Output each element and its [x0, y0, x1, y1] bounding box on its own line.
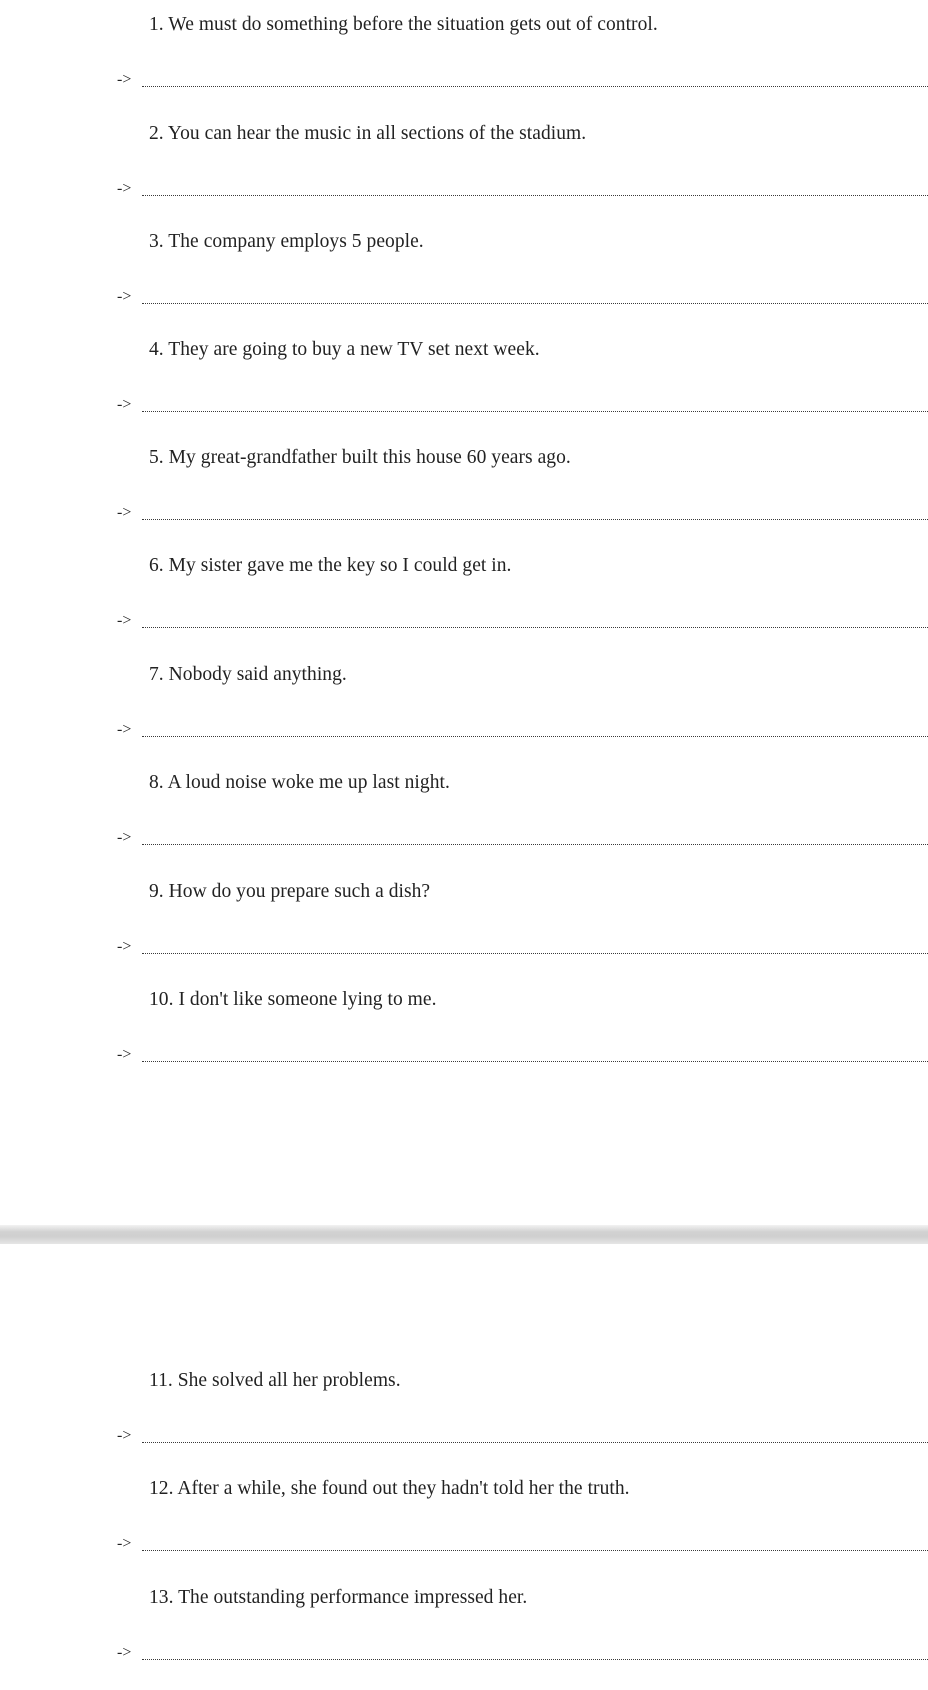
dotted-answer-blank: [142, 627, 928, 628]
dotted-answer-blank: [142, 1659, 928, 1660]
question-text: 11. She solved all her problems.: [149, 1370, 401, 1391]
question-text: 7. Nobody said anything.: [149, 664, 347, 685]
arrow-marker: ->: [117, 1644, 132, 1661]
dotted-answer-blank: [142, 1442, 928, 1443]
exercise-12: [0, 1476, 928, 1576]
dotted-answer-blank: [142, 953, 928, 954]
arrow-marker: ->: [117, 396, 132, 413]
dotted-answer-blank: [142, 736, 928, 737]
dotted-answer-blank: [142, 519, 928, 520]
exercise-9: [0, 879, 928, 979]
question-text: 2. You can hear the music in all sections of the stadium.: [149, 123, 587, 144]
question-text: 1. We must do something before the situation gets out of control.: [149, 14, 658, 35]
answer-line[interactable]: [117, 68, 928, 92]
exercise-3: [0, 229, 928, 329]
dotted-answer-blank: [142, 195, 928, 196]
exercise-1: [0, 12, 928, 112]
question-text: 8. A loud noise woke me up last night.: [149, 772, 450, 793]
arrow-marker: ->: [117, 288, 132, 305]
answer-line[interactable]: [117, 1043, 928, 1067]
exercise-4: [0, 337, 928, 437]
answer-line[interactable]: [117, 1641, 928, 1665]
exercise-6: [0, 553, 928, 653]
dotted-answer-blank: [142, 86, 928, 87]
arrow-marker: ->: [117, 1427, 132, 1444]
dotted-answer-blank: [142, 1061, 928, 1062]
exercise-10: [0, 987, 928, 1087]
page-separator: [0, 1225, 928, 1244]
exercise-11: [0, 1368, 928, 1468]
exercise-13: [0, 1585, 928, 1685]
dotted-answer-blank: [142, 1550, 928, 1551]
arrow-marker: ->: [117, 1535, 132, 1552]
dotted-answer-blank: [142, 303, 928, 304]
worksheet-page-2: [0, 1244, 928, 1690]
question-text: 13. The outstanding performance impressed her.: [149, 1587, 528, 1608]
exercise-5: [0, 445, 928, 545]
answer-line[interactable]: [117, 501, 928, 525]
arrow-marker: ->: [117, 721, 132, 738]
answer-line[interactable]: [117, 718, 928, 742]
arrow-marker: ->: [117, 612, 132, 629]
question-text: 4. They are going to buy a new TV set next week.: [149, 339, 540, 360]
exercise-2: [0, 121, 928, 221]
question-text: 10. I don't like someone lying to me.: [149, 989, 437, 1010]
answer-line[interactable]: [117, 935, 928, 959]
arrow-marker: ->: [117, 829, 132, 846]
arrow-marker: ->: [117, 71, 132, 88]
arrow-marker: ->: [117, 180, 132, 197]
arrow-marker: ->: [117, 504, 132, 521]
question-text: 3. The company employs 5 people.: [149, 231, 424, 252]
answer-line[interactable]: [117, 285, 928, 309]
question-text: 5. My great-grandfather built this house 60 years ago.: [149, 447, 571, 468]
answer-line[interactable]: [117, 177, 928, 201]
arrow-marker: ->: [117, 938, 132, 955]
exercise-8: [0, 770, 928, 870]
answer-line[interactable]: [117, 393, 928, 417]
answer-line[interactable]: [117, 609, 928, 633]
answer-line[interactable]: [117, 1424, 928, 1448]
answer-line[interactable]: [117, 1532, 928, 1556]
dotted-answer-blank: [142, 844, 928, 845]
question-text: 6. My sister gave me the key so I could get in.: [149, 555, 512, 576]
question-text: 12. After a while, she found out they hadn't told her the truth.: [149, 1478, 630, 1499]
arrow-marker: ->: [117, 1046, 132, 1063]
question-text: 9. How do you prepare such a dish?: [149, 881, 431, 902]
exercise-7: [0, 662, 928, 762]
answer-line[interactable]: [117, 826, 928, 850]
dotted-answer-blank: [142, 411, 928, 412]
